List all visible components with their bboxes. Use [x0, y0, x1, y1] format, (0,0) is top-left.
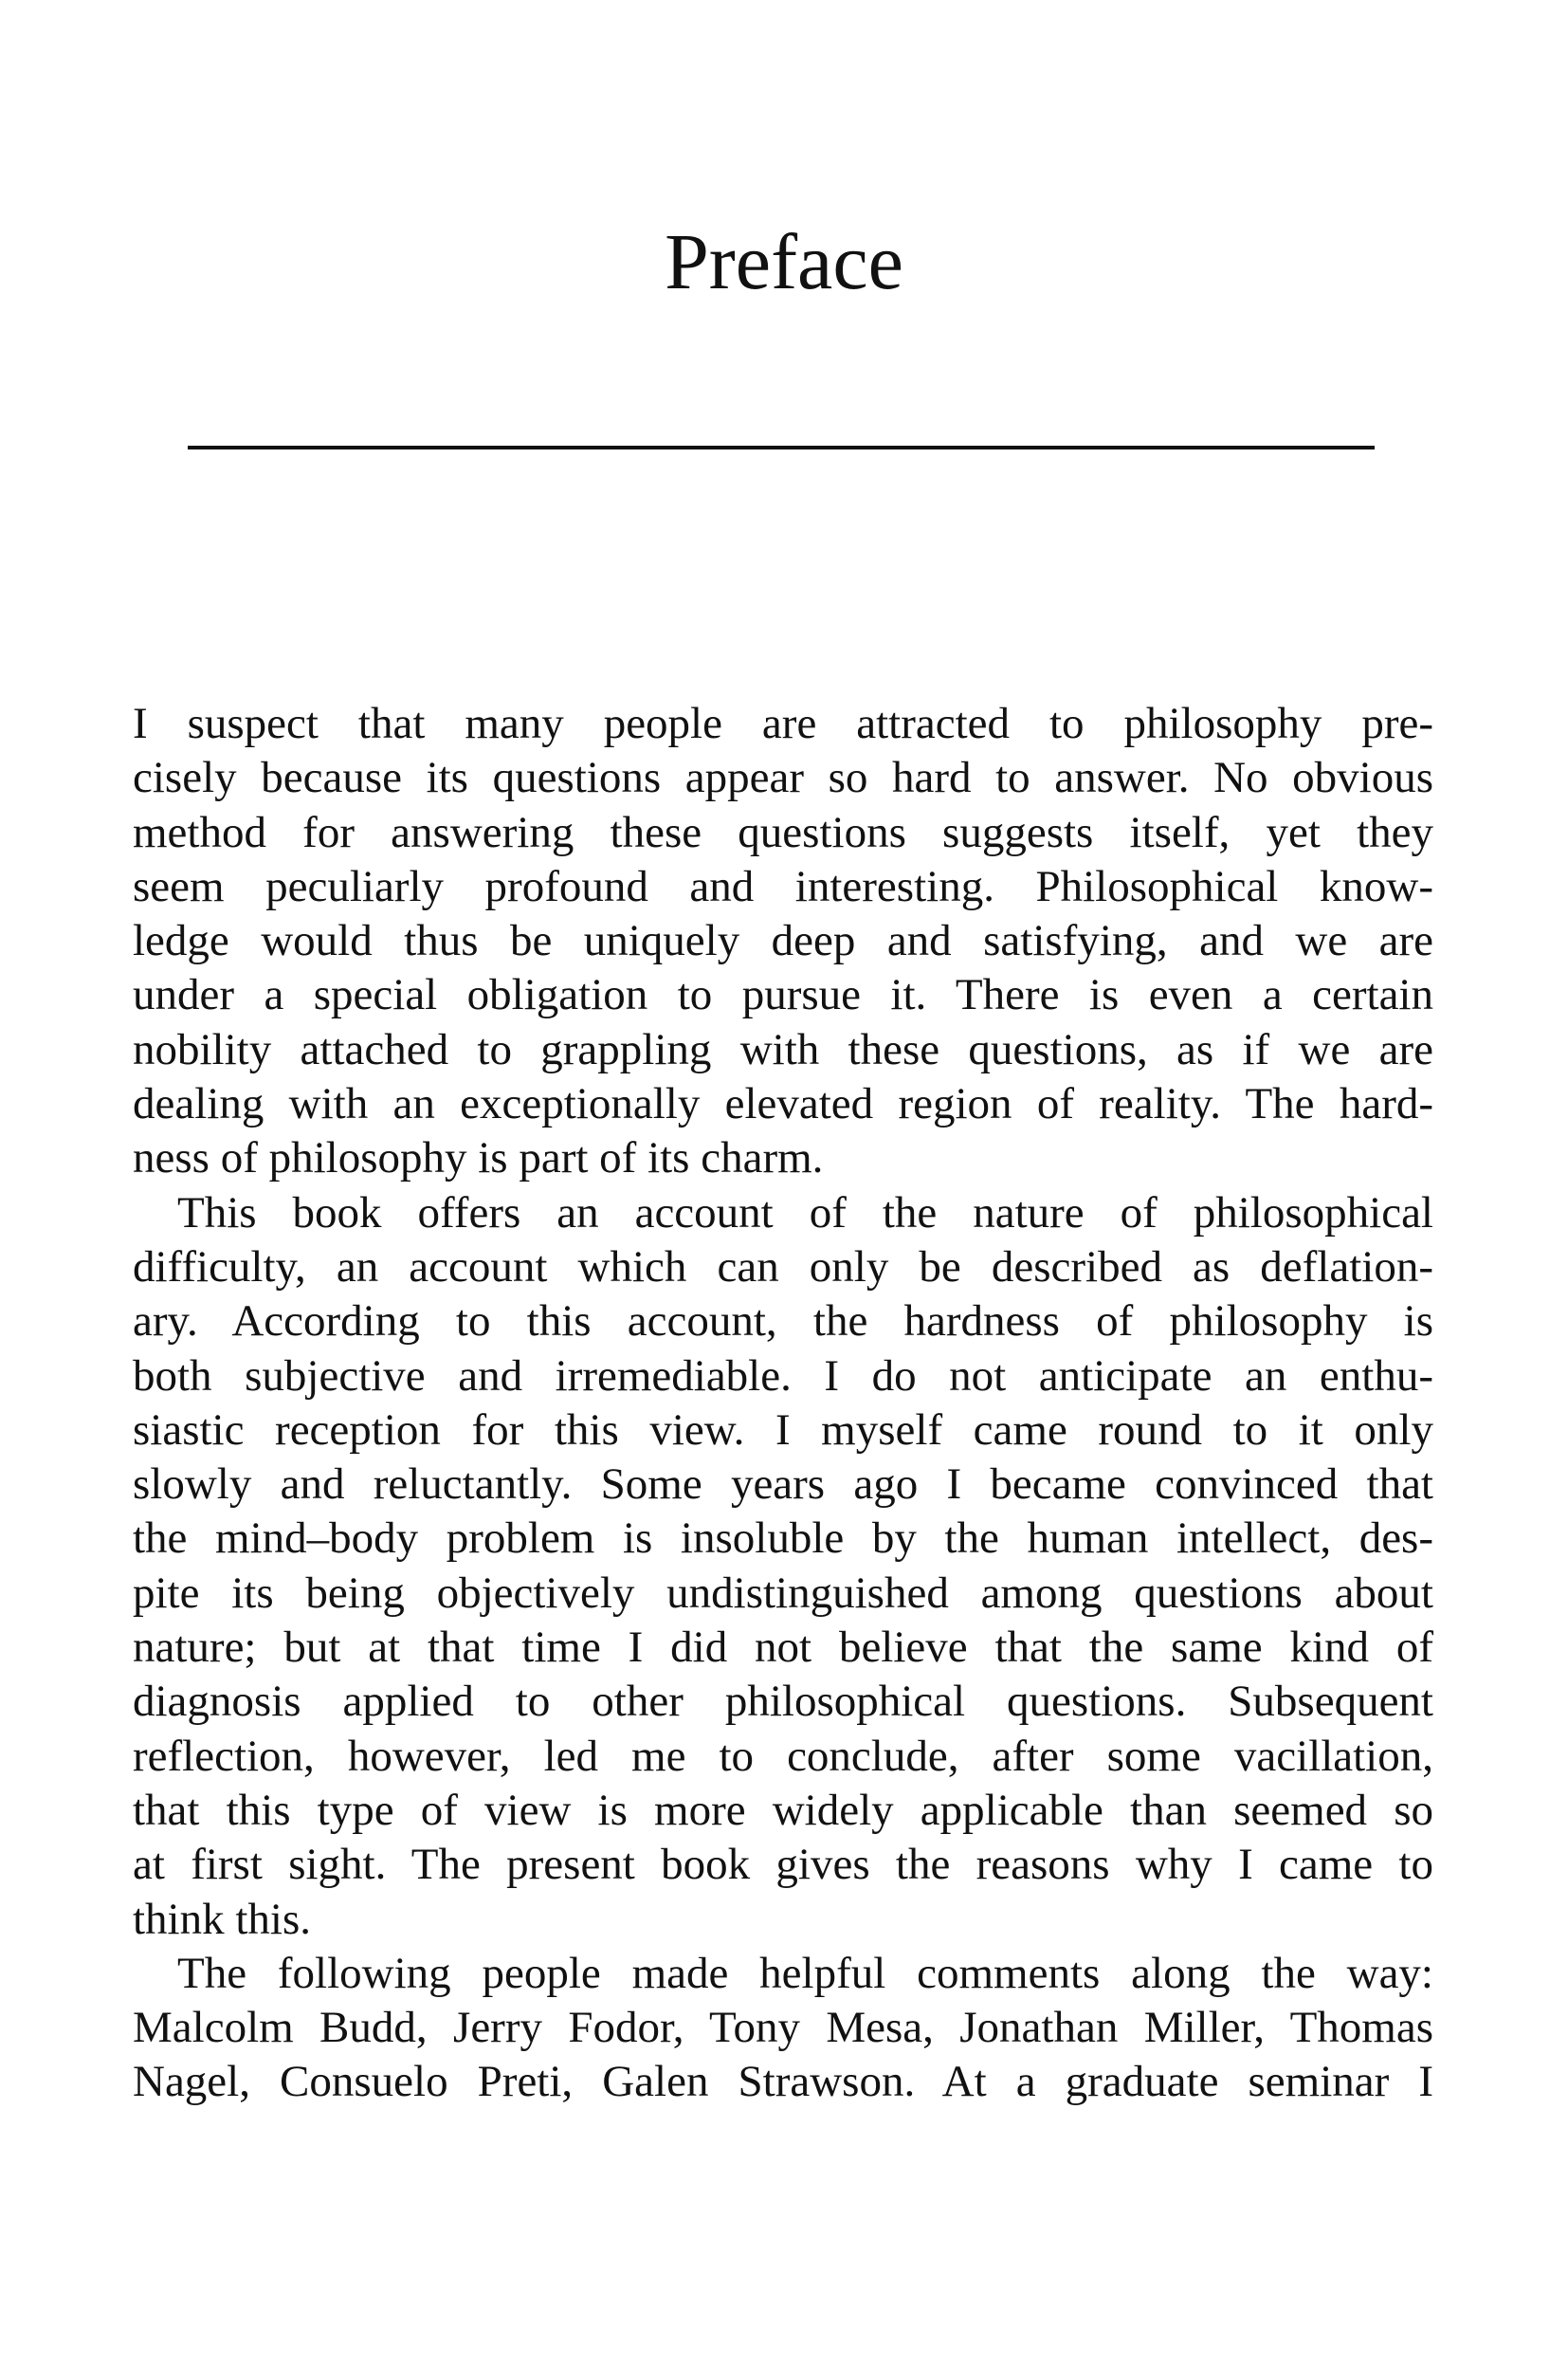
text-line: seem peculiarly profound and interesting. Philosophical know- — [133, 861, 1433, 911]
text-line: pite its being objectively undistinguished among questions about — [133, 1568, 1433, 1618]
text-line: Malcolm Budd, Jerry Fodor, Tony Mesa, Jonathan Miller, Thomas — [133, 2003, 1433, 2053]
text-line: nature; but at that time I did not believe that the same kind of — [133, 1623, 1433, 1673]
text-line: This book offers an account of the nature of philosophical — [177, 1187, 1433, 1238]
text-line: ness of philosophy is part of its charm. — [133, 1133, 824, 1183]
text-line: think this. — [133, 1894, 312, 1944]
text-line: dealing with an exceptionally elevated region of reality. The hard- — [133, 1079, 1433, 1129]
text-line: Nagel, Consuelo Preti, Galen Strawson. At a graduate seminar I — [133, 2057, 1433, 2107]
text-line: ledge would thus be uniquely deep and satisfying, and we are — [133, 916, 1433, 966]
title-rule — [188, 446, 1375, 449]
body-text — [133, 697, 1433, 2110]
text-line: reflection, however, led me to conclude, after some vacillation, — [133, 1731, 1433, 1781]
text-line: both subjective and irremediable. I do not anticipate an enthu- — [133, 1350, 1433, 1401]
text-line: cisely because its questions appear so hard to answer. No obvious — [133, 753, 1433, 803]
paragraph-3 — [133, 1947, 1433, 2110]
text-line: I suspect that many people are attracted to philosophy pre- — [133, 699, 1433, 748]
text-line: difficulty, an account which can only be described as deflation- — [133, 1241, 1433, 1292]
text-line: method for answering these questions suggests itself, yet they — [133, 807, 1433, 857]
page-title: Preface — [665, 218, 903, 306]
text-line: siastic reception for this view. I myself came round to it only — [133, 1404, 1433, 1455]
text-line: diagnosis applied to other philosophical questions. Subsequent — [133, 1677, 1433, 1727]
paragraph-1 — [133, 697, 1433, 1186]
paragraph-2 — [133, 1186, 1433, 1947]
text-line: the mind–body problem is insoluble by the human intellect, des- — [133, 1513, 1433, 1564]
text-line: slowly and reluctantly. Some years ago I became convinced that — [133, 1459, 1433, 1510]
text-line: ary. According to this account, the hardness of philosophy is — [133, 1296, 1433, 1347]
text-line: under a special obligation to pursue it. There is even a certain — [133, 970, 1433, 1020]
text-line: nobility attached to grappling with these questions, as if we are — [133, 1024, 1433, 1074]
text-line: The following people made helpful comments along the way: — [177, 1948, 1433, 1998]
text-line: that this type of view is more widely applicable than seemed so — [133, 1785, 1433, 1835]
text-line: at first sight. The present book gives the reasons why I came to — [133, 1840, 1433, 1890]
